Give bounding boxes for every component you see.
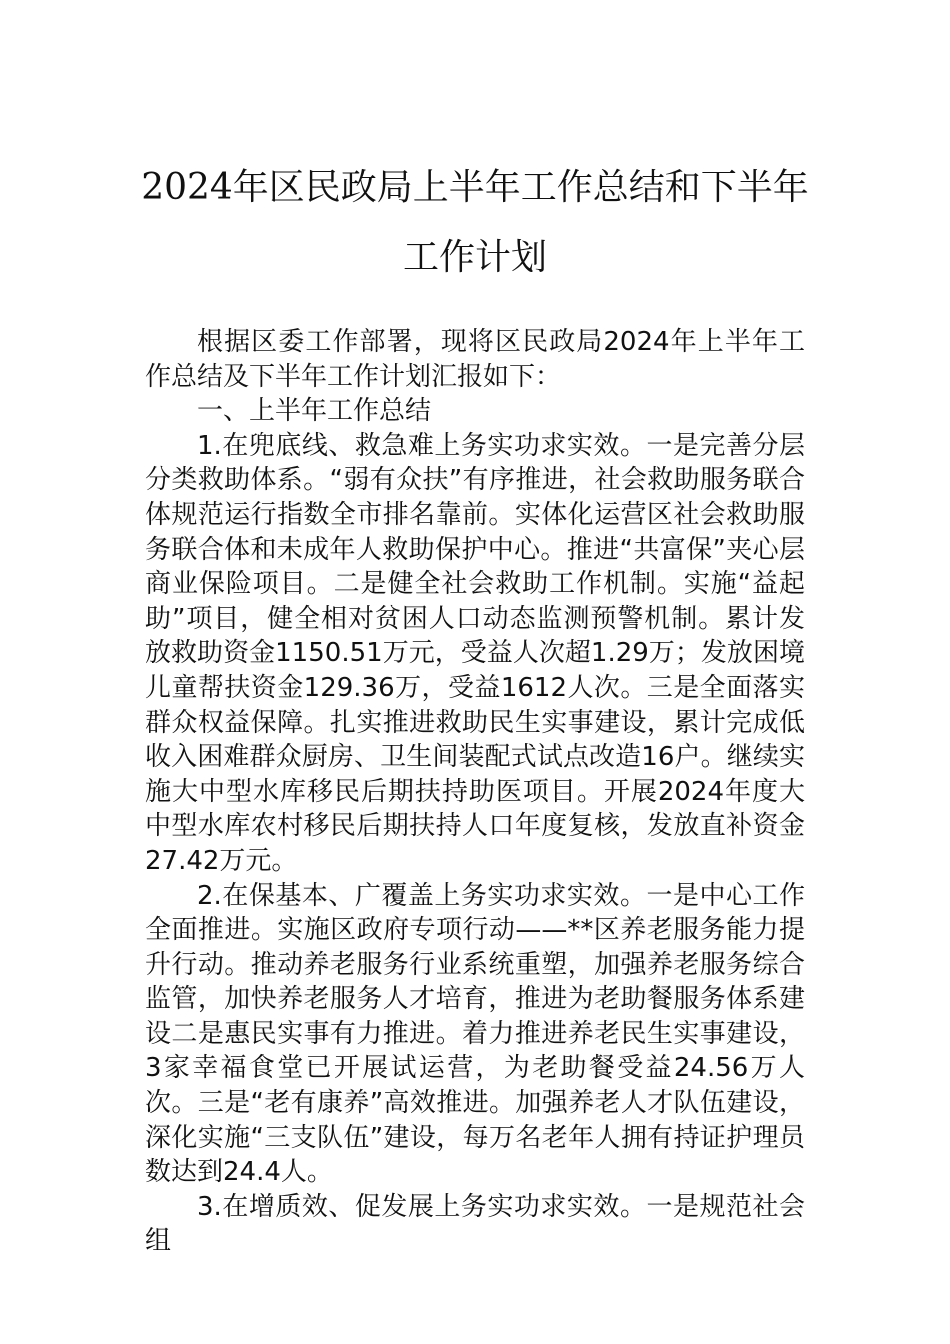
section-heading-1: 一、上半年工作总结 (197, 396, 432, 427)
paragraph-item-2: 2.在保基本、广覆盖上务实功求实效。一是中心工作全面推进。实施区政府专项行动——**区养老服务能力提升行动。推动养老服务行业系统重塑，加强养老服务综合监管，加快养老服务人才培育，推进为老助餐服务体系建设二是惠民实事有力推进。着力推进养老民生实事建设，3家幸福食堂已开展试运营，为老助餐受益24.56万人次。三是“老有康养”高效推进。加强养老人才队伍建设，深化实施“三支队伍”建设，每万名老年人拥有持证护理员数达到24.4人。 (145, 880, 805, 1188)
paragraph-item-1: 1.在兜底线、救急难上务实功求实效。一是完善分层分类救助体系。“弱有众扶”有序推进，社会救助服务联合体规范运行指数全市排名靠前。实体化运营区社会救助服务联合体和未成年人救助保护中心。推进“共富保”夹心层商业保险项目。二是健全社会救助工作机制。实施“益起助”项目，健全相对贫困人口动态监测预警机制。累计发放救助资金1150.51万元，受益人次超1.29万；发放困境儿童帮扶资金129.36万，受益1612人次。三是全面落实群众权益保障。扎实推进救助民生实事建设，累计完成低收入困难群众厨房、卫生间装配式试点改造16户。继续实施大中型水库移民后期扶持助医项目。开展2024年度大中型水库农村移民后期扶持人口年度复核，发放直补资金27.42万元。 (145, 430, 805, 876)
document-body (145, 325, 805, 1259)
document-title-line-2: 工作计划 (402, 237, 547, 278)
document-title-line-1: 2024年区民政局上半年工作总结和下半年 (141, 167, 809, 208)
intro-paragraph: 根据区委工作部署，现将区民政局2024年上半年工作总结及下半年工作计划汇报如下： (145, 327, 805, 392)
paragraph-item-3: 3.在增质效、促发展上务实功求实效。一是规范社会组 (145, 1191, 805, 1257)
